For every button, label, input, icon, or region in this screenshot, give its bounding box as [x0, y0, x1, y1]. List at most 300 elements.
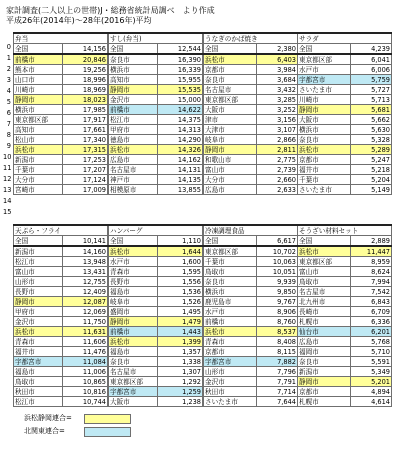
amount-cell[interactable]: 1,292 — [158, 377, 203, 387]
amount-cell[interactable]: 12,069 — [63, 307, 108, 317]
city-cell[interactable]: 水戸市 — [204, 307, 257, 317]
amount-cell[interactable]: 5,149 — [351, 185, 392, 195]
city-cell[interactable]: 浜松市 — [109, 145, 158, 155]
city-cell[interactable]: 浜松市 — [298, 246, 351, 257]
city-cell[interactable]: 広島市 — [109, 155, 158, 165]
row-number: 10 — [3, 153, 12, 161]
table-row — [204, 377, 298, 387]
table-row — [109, 85, 203, 95]
city-cell[interactable]: 山形市 — [14, 277, 63, 287]
city-cell[interactable]: 京都市 — [204, 65, 257, 75]
amount-cell[interactable]: 11,606 — [63, 337, 108, 347]
amount-cell[interactable]: 3,684 — [257, 75, 298, 85]
city-cell[interactable]: 浜松市 — [109, 246, 158, 257]
amount-cell[interactable]: 5,662 — [351, 115, 392, 125]
amount-cell[interactable]: 9,939 — [257, 277, 298, 287]
amount-cell[interactable]: 1,536 — [158, 287, 203, 297]
amount-cell[interactable]: 7,994 — [351, 277, 392, 287]
amount-cell[interactable]: 5,201 — [351, 377, 392, 387]
city-cell[interactable]: 浜松市 — [109, 337, 158, 347]
amount-cell[interactable]: 7,796 — [257, 367, 298, 377]
city-cell[interactable]: 静岡市 — [109, 85, 158, 95]
amount-cell[interactable]: 11,476 — [63, 347, 108, 357]
amount-cell[interactable]: 3,107 — [257, 125, 298, 135]
city-cell[interactable]: 津市 — [204, 115, 257, 125]
row-number: 13 — [3, 186, 12, 194]
amount-cell[interactable]: 6,709 — [351, 307, 392, 317]
city-cell[interactable]: 奈良市 — [298, 357, 351, 367]
amount-cell[interactable]: 17,253 — [63, 155, 108, 165]
city-cell[interactable]: 秋田市 — [14, 387, 63, 397]
city-cell[interactable]: 前橋市 — [109, 105, 158, 115]
amount-cell[interactable]: 8,906 — [257, 307, 298, 317]
kitakanto-alliance-cell[interactable] — [84, 427, 131, 437]
city-cell[interactable]: 全国 — [109, 236, 158, 247]
amount-cell[interactable]: 11,006 — [63, 367, 108, 377]
city-cell[interactable]: 鳥取市 — [14, 377, 63, 387]
amount-cell[interactable]: 1,259 — [158, 387, 203, 397]
row-number: 12 — [3, 175, 12, 183]
city-cell[interactable]: 東京都区部 — [204, 95, 257, 105]
city-cell[interactable]: 青森市 — [14, 337, 63, 347]
city-cell[interactable]: 京都市 — [298, 155, 351, 165]
city-cell[interactable]: 東京都区部 — [204, 246, 257, 257]
city-cell[interactable]: 東京都区部 — [298, 257, 351, 267]
table-row — [204, 175, 298, 185]
city-cell[interactable]: 和歌山市 — [204, 155, 257, 165]
table-row — [14, 397, 108, 407]
amount-cell[interactable]: 3,285 — [257, 95, 298, 105]
table-row — [14, 347, 108, 357]
amount-cell[interactable]: 1,307 — [158, 367, 203, 377]
city-cell[interactable]: 新潟市 — [14, 155, 63, 165]
amount-cell[interactable]: 14,313 — [158, 125, 203, 135]
amount-cell[interactable]: 19,256 — [63, 65, 108, 75]
city-cell[interactable]: 福島市 — [109, 347, 158, 357]
amount-cell[interactable]: 12,409 — [63, 287, 108, 297]
amount-cell[interactable]: 15,000 — [158, 95, 203, 105]
table-row — [298, 105, 392, 115]
table-row — [204, 236, 298, 247]
city-cell[interactable]: 福岡市 — [298, 347, 351, 357]
amount-cell[interactable]: 5,759 — [351, 75, 392, 85]
table-row — [14, 257, 108, 267]
amount-cell[interactable]: 5,713 — [351, 95, 392, 105]
city-cell[interactable]: 高知市 — [109, 75, 158, 85]
amount-cell[interactable]: 20,846 — [63, 54, 108, 65]
table-row — [14, 135, 108, 145]
city-cell[interactable]: 大分市 — [14, 175, 63, 185]
amount-cell[interactable]: 5,247 — [351, 155, 392, 165]
amount-cell[interactable]: 2,866 — [257, 135, 298, 145]
table-row — [298, 85, 392, 95]
table-row — [298, 317, 392, 327]
amount-cell[interactable]: 13,948 — [63, 257, 108, 267]
table-row — [109, 387, 203, 397]
city-cell[interactable]: 神戸市 — [109, 175, 158, 185]
city-cell[interactable]: 岐阜市 — [204, 135, 257, 145]
city-cell[interactable]: 新潟市 — [298, 367, 351, 377]
amount-cell[interactable]: 8,408 — [257, 337, 298, 347]
amount-cell[interactable]: 17,207 — [63, 165, 108, 175]
city-cell[interactable]: 新潟市 — [14, 246, 63, 257]
amount-cell[interactable]: 5,591 — [351, 357, 392, 367]
amount-cell[interactable]: 14,160 — [63, 246, 108, 257]
city-cell[interactable]: 大阪市 — [204, 105, 257, 115]
amount-cell[interactable]: 5,710 — [351, 347, 392, 357]
amount-cell[interactable]: 6,843 — [351, 297, 392, 307]
bottom-table-title: 天ぷら・フライ — [14, 225, 108, 236]
city-cell[interactable]: 全国 — [109, 44, 158, 55]
city-cell[interactable]: 松江市 — [109, 115, 158, 125]
city-cell[interactable]: 静岡市 — [14, 95, 63, 105]
table-row — [298, 397, 392, 407]
amount-cell[interactable]: 6,403 — [257, 54, 298, 65]
table-row — [204, 267, 298, 277]
table-row — [204, 145, 298, 155]
amount-cell[interactable]: 3,432 — [257, 85, 298, 95]
city-cell[interactable]: 熊本市 — [14, 65, 63, 75]
amount-cell[interactable]: 13,855 — [158, 185, 203, 195]
amount-cell[interactable]: 1,399 — [158, 337, 203, 347]
amount-cell[interactable]: 17,985 — [63, 105, 108, 115]
city-cell[interactable]: 宇都宮市 — [204, 357, 257, 367]
amount-cell[interactable]: 14,290 — [158, 135, 203, 145]
amount-cell[interactable]: 17,124 — [63, 175, 108, 185]
city-cell[interactable]: 福島市 — [14, 367, 63, 377]
city-cell[interactable]: 東京都区部 — [14, 115, 63, 125]
city-cell[interactable]: 静岡市 — [298, 377, 351, 387]
amount-cell[interactable]: 17,315 — [63, 145, 108, 155]
amount-cell[interactable]: 3,156 — [257, 115, 298, 125]
city-cell[interactable]: 盛岡市 — [109, 307, 158, 317]
amount-cell[interactable]: 6,201 — [351, 327, 392, 337]
city-cell[interactable]: 横浜市 — [14, 105, 63, 115]
amount-cell[interactable]: 14,135 — [158, 175, 203, 185]
amount-cell[interactable]: 7,714 — [257, 387, 298, 397]
city-cell[interactable]: 福井市 — [14, 347, 63, 357]
amount-cell[interactable]: 10,702 — [257, 246, 298, 257]
city-cell[interactable]: 東京都区部 — [298, 54, 351, 65]
amount-cell[interactable]: 14,622 — [158, 105, 203, 115]
city-cell[interactable]: 札幌市 — [298, 317, 351, 327]
amount-cell[interactable]: 14,375 — [158, 115, 203, 125]
amount-cell[interactable]: 17,661 — [63, 125, 108, 135]
row-number: 5 — [6, 98, 11, 106]
amount-cell[interactable]: 14,162 — [158, 155, 203, 165]
city-cell[interactable]: 奈良市 — [204, 277, 257, 287]
amount-cell[interactable]: 2,739 — [257, 165, 298, 175]
city-cell[interactable]: 浜松市 — [14, 327, 63, 337]
city-cell[interactable]: 北九州市 — [298, 297, 351, 307]
city-cell[interactable]: 金沢市 — [204, 377, 257, 387]
amount-cell[interactable]: 5,630 — [351, 125, 392, 135]
amount-cell[interactable]: 11,750 — [63, 317, 108, 327]
amount-cell[interactable]: 1,556 — [158, 277, 203, 287]
amount-cell[interactable]: 10,063 — [257, 257, 298, 267]
amount-cell[interactable]: 12,755 — [63, 277, 108, 287]
city-cell[interactable]: 前橋市 — [109, 327, 158, 337]
amount-cell[interactable]: 7,644 — [257, 397, 298, 407]
amount-cell[interactable]: 18,996 — [63, 75, 108, 85]
amount-cell[interactable]: 4,614 — [351, 397, 392, 407]
bottom-table-2 — [203, 224, 298, 407]
city-cell[interactable]: 静岡市 — [14, 297, 63, 307]
amount-cell[interactable]: 5,289 — [351, 145, 392, 155]
amount-cell[interactable]: 5,328 — [351, 135, 392, 145]
amount-cell[interactable]: 1,110 — [158, 236, 203, 247]
amount-cell[interactable]: 1,600 — [158, 257, 203, 267]
city-cell[interactable]: 鹿児島市 — [204, 297, 257, 307]
amount-cell[interactable]: 15,535 — [158, 85, 203, 95]
city-cell[interactable]: さいたま市 — [298, 185, 351, 195]
amount-cell[interactable]: 13,431 — [63, 267, 108, 277]
city-cell[interactable]: 奈良市 — [204, 75, 257, 85]
amount-cell[interactable]: 10,744 — [63, 397, 108, 407]
city-cell[interactable]: さいたま市 — [298, 85, 351, 95]
amount-cell[interactable]: 6,041 — [351, 54, 392, 65]
city-cell[interactable]: 全国 — [298, 236, 351, 247]
city-cell[interactable]: 静岡市 — [298, 105, 351, 115]
amount-cell[interactable]: 1,495 — [158, 307, 203, 317]
amount-cell[interactable]: 1,595 — [158, 267, 203, 277]
city-cell[interactable]: 横浜市 — [204, 287, 257, 297]
amount-cell[interactable]: 6,617 — [257, 236, 298, 247]
city-cell[interactable]: 静岡市 — [204, 145, 257, 155]
city-cell[interactable]: 全国 — [14, 236, 63, 247]
city-cell[interactable]: 宮崎市 — [14, 185, 63, 195]
city-cell[interactable]: 川崎市 — [14, 85, 63, 95]
city-cell[interactable]: 富山市 — [204, 165, 257, 175]
city-cell[interactable]: 甲府市 — [14, 307, 63, 317]
city-cell[interactable]: 浜松市 — [14, 145, 63, 155]
amount-cell[interactable]: 8,760 — [257, 317, 298, 327]
table-row — [109, 145, 203, 155]
amount-cell[interactable]: 12,544 — [158, 44, 203, 55]
amount-cell[interactable]: 6,006 — [351, 65, 392, 75]
city-cell[interactable]: 宇都宮市 — [14, 357, 63, 367]
city-cell[interactable]: 宇都宮市 — [298, 75, 351, 85]
city-cell[interactable]: 静岡市 — [109, 317, 158, 327]
table-row — [204, 125, 298, 135]
city-cell[interactable]: 奈良市 — [109, 357, 158, 367]
city-cell[interactable]: 仙台市 — [298, 327, 351, 337]
city-cell[interactable]: 奈良市 — [298, 135, 351, 145]
amount-cell[interactable]: 6,336 — [351, 317, 392, 327]
amount-cell[interactable]: 8,959 — [351, 257, 392, 267]
city-cell[interactable]: 宇都宮市 — [109, 387, 158, 397]
city-cell[interactable]: 福井市 — [298, 165, 351, 175]
amount-cell[interactable]: 16,339 — [158, 65, 203, 75]
city-cell[interactable]: 青森市 — [109, 267, 158, 277]
city-cell[interactable]: 全国 — [14, 44, 63, 55]
city-cell[interactable]: 前橋市 — [204, 317, 257, 327]
amount-cell[interactable]: 1,357 — [158, 347, 203, 357]
amount-cell[interactable]: 2,775 — [257, 155, 298, 165]
amount-cell[interactable]: 2,811 — [257, 145, 298, 155]
city-cell[interactable]: 大阪市 — [109, 397, 158, 407]
city-cell[interactable]: 横浜市 — [298, 125, 351, 135]
table-row — [14, 75, 108, 85]
amount-cell[interactable]: 1,338 — [158, 357, 203, 367]
amount-cell[interactable]: 8,115 — [257, 347, 298, 357]
amount-cell[interactable]: 14,131 — [158, 165, 203, 175]
amount-cell[interactable]: 9,850 — [257, 287, 298, 297]
city-cell[interactable]: 奈良市 — [109, 54, 158, 65]
amount-cell[interactable]: 7,882 — [257, 357, 298, 367]
city-cell[interactable]: 前橋市 — [14, 54, 63, 65]
table-row — [109, 257, 203, 267]
amount-cell[interactable]: 2,889 — [351, 236, 392, 247]
table-row — [298, 155, 392, 165]
city-cell[interactable]: 全国 — [298, 44, 351, 55]
amount-cell[interactable]: 5,768 — [351, 337, 392, 347]
top-table-title: 弁当 — [14, 33, 108, 44]
city-cell[interactable]: 山口市 — [14, 75, 63, 85]
amount-cell[interactable]: 5,681 — [351, 105, 392, 115]
city-cell[interactable]: 名古屋市 — [298, 287, 351, 297]
city-cell[interactable]: 広島市 — [204, 185, 257, 195]
amount-cell[interactable]: 14,326 — [158, 145, 203, 155]
city-cell[interactable]: 鳥取市 — [204, 267, 257, 277]
city-cell[interactable]: 岐阜市 — [109, 297, 158, 307]
city-cell[interactable]: 名古屋市 — [204, 85, 257, 95]
table-row — [14, 115, 108, 125]
amount-cell[interactable]: 2,633 — [257, 185, 298, 195]
table-row — [109, 267, 203, 277]
amount-cell[interactable]: 10,865 — [63, 377, 108, 387]
table-row — [298, 257, 392, 267]
table-row — [204, 246, 298, 257]
amount-cell[interactable]: 5,727 — [351, 85, 392, 95]
city-cell[interactable]: 長野市 — [14, 287, 63, 297]
city-cell[interactable]: 水戸市 — [298, 65, 351, 75]
table-row — [14, 105, 108, 115]
city-cell[interactable]: 広島市 — [298, 337, 351, 347]
city-cell[interactable]: 松江市 — [14, 257, 63, 267]
city-cell[interactable]: 千葉市 — [204, 257, 257, 267]
table-row — [204, 277, 298, 287]
top-table-title: うなぎのかば焼き — [204, 33, 298, 44]
city-cell[interactable]: 徳島市 — [109, 135, 158, 145]
amount-cell[interactable]: 17,340 — [63, 135, 108, 145]
city-cell[interactable]: 福島市 — [109, 287, 158, 297]
table-row — [109, 277, 203, 287]
amount-cell[interactable]: 16,390 — [158, 54, 203, 65]
amount-cell[interactable]: 8,537 — [257, 327, 298, 337]
amount-cell[interactable]: 18,969 — [63, 85, 108, 95]
city-cell[interactable]: 水戸市 — [109, 257, 158, 267]
hamamatsu-shizuoka-alliance-cell[interactable] — [84, 414, 131, 424]
amount-cell[interactable]: 17,917 — [63, 115, 108, 125]
city-cell[interactable]: 長野市 — [109, 277, 158, 287]
city-cell[interactable]: 大津市 — [204, 125, 257, 135]
city-cell[interactable]: 札幌市 — [298, 397, 351, 407]
amount-cell[interactable]: 10,051 — [257, 267, 298, 277]
amount-cell[interactable]: 7,542 — [351, 287, 392, 297]
city-cell[interactable]: 浜松市 — [204, 54, 257, 65]
city-cell[interactable]: 千葉市 — [298, 175, 351, 185]
amount-cell[interactable]: 5,349 — [351, 367, 392, 377]
amount-cell[interactable]: 3,984 — [257, 65, 298, 75]
amount-cell[interactable]: 14,156 — [63, 44, 108, 55]
amount-cell[interactable]: 7,791 — [257, 377, 298, 387]
city-cell[interactable]: 富山市 — [298, 267, 351, 277]
city-cell[interactable]: 大阪市 — [298, 115, 351, 125]
city-cell[interactable]: 全国 — [204, 44, 257, 55]
city-cell[interactable]: 松江市 — [14, 397, 63, 407]
city-cell[interactable]: 京都市 — [298, 387, 351, 397]
amount-cell[interactable]: 3,252 — [257, 105, 298, 115]
city-cell[interactable]: 横浜市 — [109, 65, 158, 75]
amount-cell[interactable]: 18,023 — [63, 95, 108, 105]
city-cell[interactable]: 金沢市 — [14, 317, 63, 327]
city-cell[interactable]: 富山市 — [14, 267, 63, 277]
amount-cell[interactable]: 10,816 — [63, 387, 108, 397]
amount-cell[interactable]: 8,624 — [351, 267, 392, 277]
city-cell[interactable]: 甲府市 — [109, 125, 158, 135]
city-cell[interactable]: 鳥取市 — [298, 277, 351, 287]
amount-cell[interactable]: 11,447 — [351, 246, 392, 257]
amount-cell[interactable]: 17,009 — [63, 185, 108, 195]
city-cell[interactable]: 京都市 — [204, 347, 257, 357]
city-cell[interactable]: 名古屋市 — [109, 165, 158, 175]
city-cell[interactable]: 名古屋市 — [109, 367, 158, 377]
table-row — [109, 165, 203, 175]
city-cell[interactable]: 全国 — [204, 236, 257, 247]
city-cell[interactable]: 秋田市 — [204, 387, 257, 397]
amount-cell[interactable]: 1,479 — [158, 317, 203, 327]
city-cell[interactable]: 浜松市 — [298, 145, 351, 155]
table-row — [14, 377, 108, 387]
city-cell[interactable]: 大分市 — [204, 175, 257, 185]
amount-cell[interactable]: 2,380 — [257, 44, 298, 55]
amount-cell[interactable]: 5,218 — [351, 165, 392, 175]
amount-cell[interactable]: 4,239 — [351, 44, 392, 55]
amount-cell[interactable]: 11,084 — [63, 357, 108, 367]
amount-cell[interactable]: 1,238 — [158, 397, 203, 407]
table-row — [204, 65, 298, 75]
amount-cell[interactable]: 1,526 — [158, 297, 203, 307]
table-row — [298, 377, 392, 387]
amount-cell[interactable]: 11,631 — [63, 327, 108, 337]
table-row — [204, 367, 298, 377]
amount-cell[interactable]: 15,955 — [158, 75, 203, 85]
amount-cell[interactable]: 9,767 — [257, 297, 298, 307]
amount-cell[interactable]: 1,443 — [158, 327, 203, 337]
amount-cell[interactable]: 12,087 — [63, 297, 108, 307]
amount-cell[interactable]: 1,644 — [158, 246, 203, 257]
city-cell[interactable]: 松山市 — [14, 135, 63, 145]
city-cell[interactable]: さいたま市 — [204, 397, 257, 407]
city-cell[interactable]: 青森市 — [204, 337, 257, 347]
city-cell[interactable]: 相模原市 — [109, 185, 158, 195]
city-cell[interactable]: 金沢市 — [109, 95, 158, 105]
bottom-table-0 — [13, 224, 108, 407]
amount-cell[interactable]: 2,660 — [257, 175, 298, 185]
table-row — [109, 44, 203, 55]
city-cell[interactable]: 長崎市 — [298, 307, 351, 317]
city-cell[interactable]: 東京都区部 — [109, 377, 158, 387]
city-cell[interactable]: 川崎市 — [298, 95, 351, 105]
amount-cell[interactable]: 10,141 — [63, 236, 108, 247]
city-cell[interactable]: 山形市 — [204, 367, 257, 377]
city-cell[interactable]: 高知市 — [14, 125, 63, 135]
city-cell[interactable]: 浜松市 — [204, 327, 257, 337]
city-cell[interactable]: 千葉市 — [14, 165, 63, 175]
amount-cell[interactable]: 4,894 — [351, 387, 392, 397]
amount-cell[interactable]: 5,204 — [351, 175, 392, 185]
